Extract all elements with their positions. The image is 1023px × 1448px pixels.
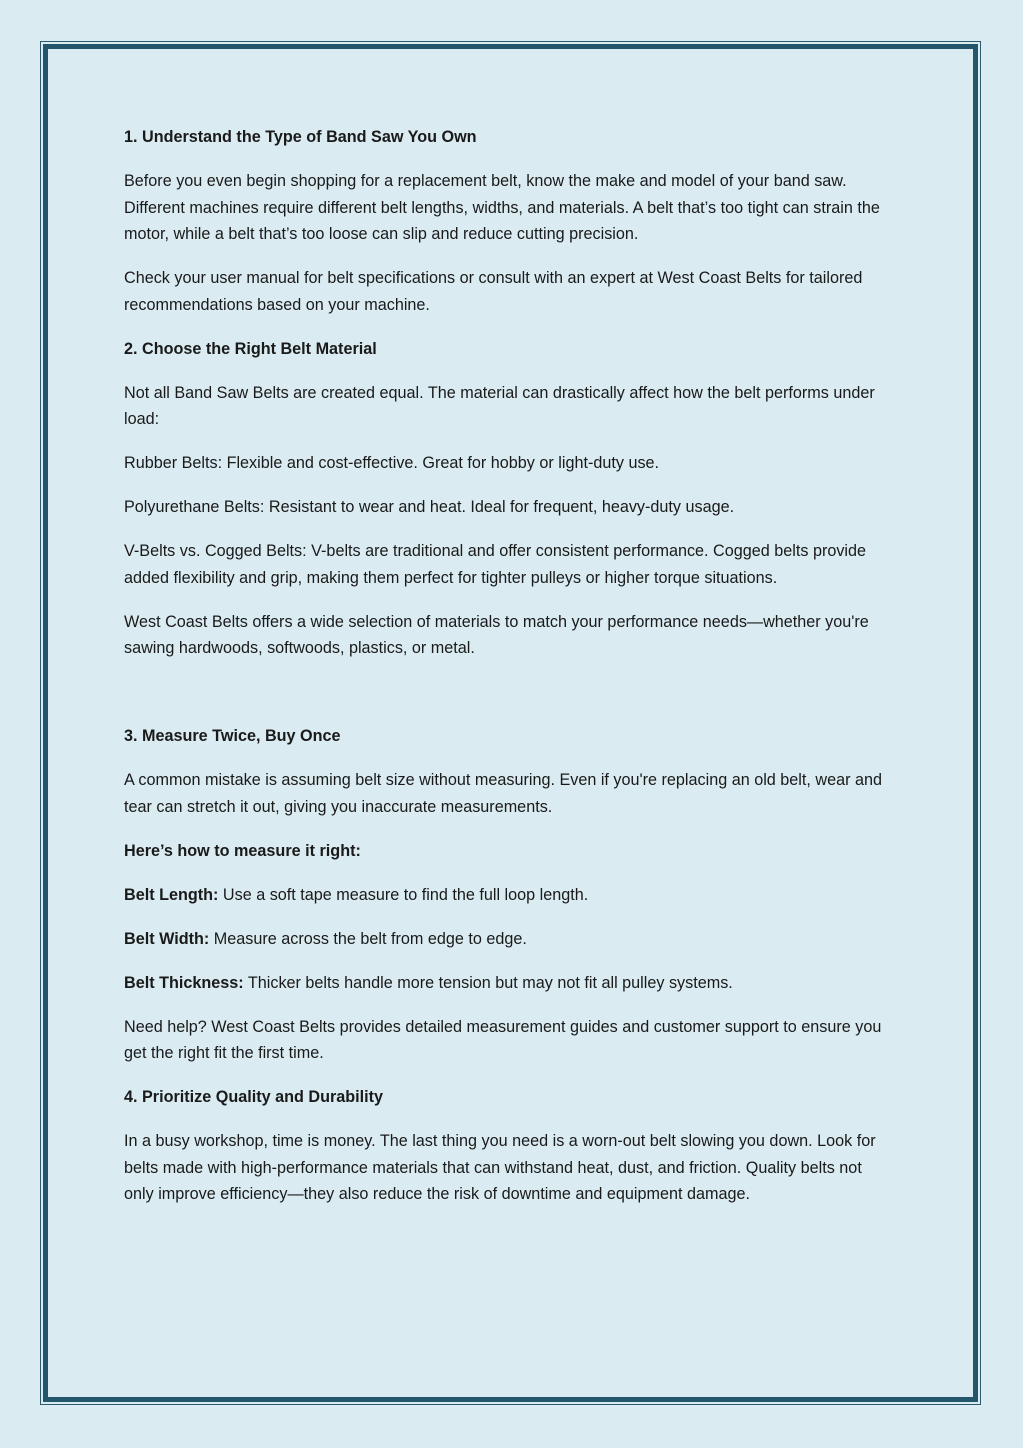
section-1-paragraph: Before you even begin shopping for a replacement belt, know the make and model of your band saw. Different machines require different belt lengths, widths, and materials. A belt that’s too tight can strain the motor, while a belt that’s too loose can slip and reduce cutting precision. [124,172,880,243]
measure-item [124,926,894,953]
section-2-heading: 2. Choose the Right Belt Material [124,339,377,358]
section-2-paragraph: Rubber Belts: Flexible and cost-effective. Great for hobby or light-duty use. [124,454,660,472]
measure-item-label: Belt Width: [124,929,210,948]
section-2-paragraph: V-Belts vs. Cogged Belts: V-belts are traditional and offer consistent performance. Cogged belts provide added flexibility and grip, making them perfect for tighter pulleys or higher torque situations. [124,542,867,587]
measure-item-text: Measure across the belt from edge to edge. [209,929,527,948]
section-2-paragraph: Polyurethane Belts: Resistant to wear and heat. Ideal for frequent, heavy-duty usage. [124,498,735,516]
section-2-paragraph: West Coast Belts offers a wide selection of materials to match your performance needs—whether you're sawing hardwoods, softwoods, plastics, or metal. [124,612,869,657]
measure-item [124,882,894,909]
section-1-heading: 1. Understand the Type of Band Saw You Own [124,128,477,146]
section-1-paragraph: Check your user manual for belt specifications or consult with an expert at West Coast Belts for tailored recommendations based on your machine. [124,269,863,314]
measure-item-label: Belt Length: [124,885,219,904]
measure-item [124,970,894,997]
measure-item-label: Belt Thickness: [124,973,244,992]
section-4-paragraph: In a busy workshop, time is money. The last thing you need is a worn-out belt slowing you down. Look for belts made with high-performance materials that can withstand heat, dust, and friction. Quality belts not only improve efficiency—they also reduce the risk of downtime and equipment damage. [124,1132,876,1203]
section-spacer [124,679,894,723]
section-3-paragraph: Need help? West Coast Belts provides detailed measurement guides and customer support to ensure you get the right fit the first time. [124,1017,882,1062]
section-3-subheading: Here’s how to measure it right: [124,841,361,860]
document-body [124,124,894,1225]
section-3-heading: 3. Measure Twice, Buy Once [124,727,341,745]
measure-item-text: Use a soft tape measure to find the full loop length. [218,885,589,904]
section-4-heading: 4. Prioritize Quality and Durability [124,1088,384,1106]
measure-item-text: Thicker belts handle more tension but may not fit all pulley systems. [243,973,733,992]
section-3-paragraph: A common mistake is assuming belt size without measuring. Even if you're replacing an old belt, wear and tear can stretch it out, giving you inaccurate measurements. [124,771,882,816]
section-2-paragraph: Not all Band Saw Belts are created equal. The material can drastically affect how the belt performs under load: [124,383,875,428]
